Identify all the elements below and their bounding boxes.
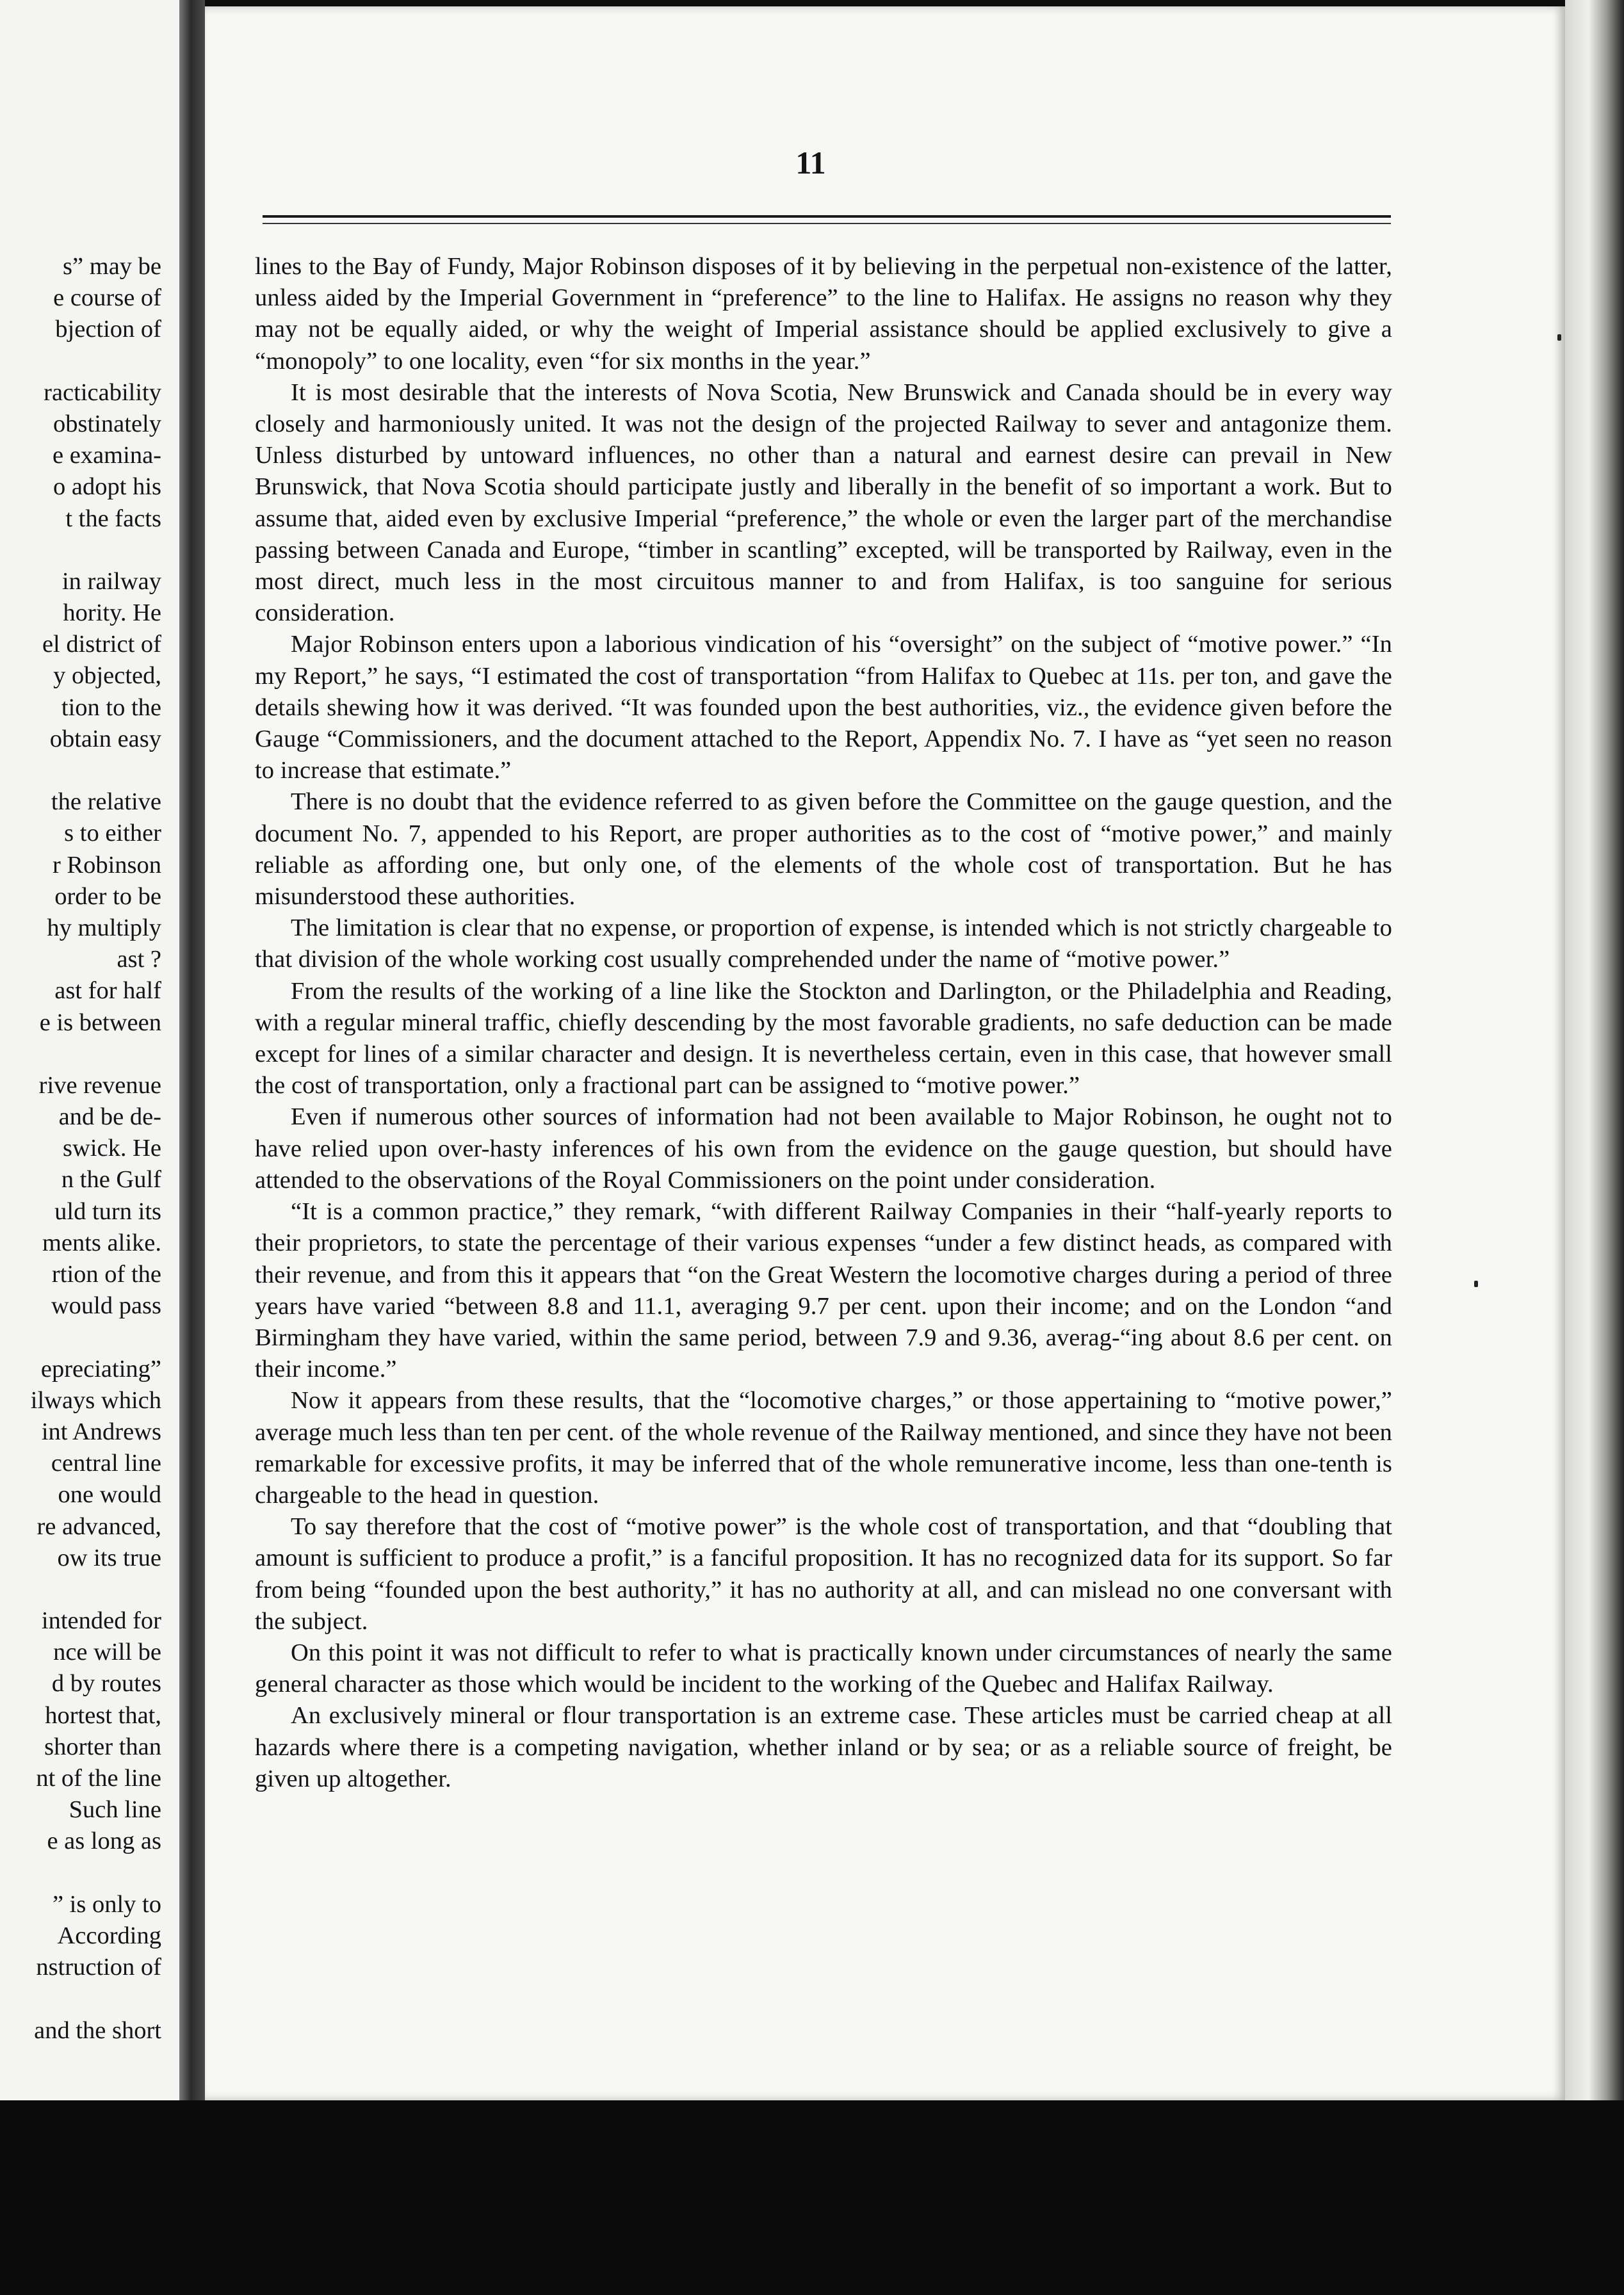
facing-page-line: order to be — [54, 882, 161, 910]
facing-page-line: d by routes — [51, 1670, 161, 1698]
facing-page-line: and be de- — [58, 1103, 161, 1131]
facing-page-line: s to either — [64, 820, 161, 847]
facing-page-line: hy multiply — [47, 914, 161, 941]
facing-page-line — [0, 1322, 161, 1353]
facing-page-line: y objected, — [53, 662, 161, 690]
facing-page-line: and the short — [34, 2016, 161, 2044]
paragraph: The limitation is clear that no expense, or proportion of expense, is intended which is not strictly chargeable to that division of the whole working cost usually comprehended under the name of “motive power.” — [255, 914, 1392, 973]
facing-page-line — [0, 346, 161, 377]
paragraph: To say therefore that the cost of “motive power” is the whole cost of transportation, and that “doubling that amount is sufficient to produce a profit,” is a fanciful proposition. It has no recognized data for its support. So far from being “founded upon the best authority,” it has no authority at all, and can mislead no one conversant with the subject. — [255, 1513, 1392, 1635]
facing-page-line: t the facts — [65, 505, 161, 532]
facing-page-line: e course of — [53, 284, 161, 312]
facing-page-line — [0, 1039, 161, 1070]
facing-page-line: ast for half — [54, 977, 161, 1005]
facing-page-line: shorter than — [44, 1733, 161, 1760]
paragraph: Major Robinson enters upon a laborious vindication of his “oversight” on the subject of “motive power.” “In my Report,” he says, “I estimated the cost of transportation “from Halifax to Quebec at 11s. per ton, and gave the details shewing how it was derived. “It was founded upon the best authorities, viz., the evidence given before the Gauge “Commissioners, and the document attached to the Report, Appendix No. 7. I have as “yet seen no reason to increase that estimate.” — [255, 631, 1392, 784]
facing-page-line: ments alike. — [42, 1229, 161, 1256]
facing-page-line: n the Gulf — [61, 1166, 161, 1194]
facing-page-line: ” is only to — [52, 1890, 161, 1918]
paragraph: Even if numerous other sources of information had not been available to Major Robinson, he ought not to have relied upon over-hasty inferences of his own from the evidence on the gauge question, but should have attended to the observations of the Royal Commissioners on the point under consideration. — [255, 1103, 1392, 1194]
facing-page-line: o adopt his — [53, 473, 161, 501]
facing-page-line: ilways which — [30, 1386, 161, 1414]
facing-page-line: bjection of — [55, 316, 161, 343]
facing-page-line — [0, 755, 161, 786]
facing-page-line: hority. He — [63, 599, 161, 627]
paragraph: lines to the Bay of Fundy, Major Robinson disposes of it by believing in the perpetual non-existence of the latter, unless aided by the Imperial Government in “preference” to the line to Halifax. He assigns no reason why they may not be equally aided, or why the weight of Imperial assistance should be applied exclusively to give a “monopoly” to one locality, even “for six months in the year.” — [255, 253, 1392, 375]
facing-page-line: swick. He — [63, 1135, 161, 1162]
paragraph: There is no doubt that the evidence referred to as given before the Committee on the gauge question, and the document No. 7, appended to his Report, are proper authorities as to the cost of “motive power,” and mainly reliable as affording one, but only one, of the elements of the whole cost of transportation. But he has misunderstood these authorities. — [255, 788, 1392, 911]
facing-page-line — [0, 1574, 161, 1605]
facing-page-line: in railway — [61, 567, 161, 595]
paragraph: On this point it was not difficult to refer to what is practically known under circumstances of nearly the same general character as those which would be incident to the working of the Quebec and Halifax Railway. — [255, 1639, 1392, 1698]
facing-page-line: el district of — [42, 631, 161, 658]
scan-background — [0, 2100, 1624, 2295]
facing-page-line: r Robinson — [52, 851, 161, 879]
facing-page-line: uld turn its — [54, 1197, 161, 1225]
facing-page-line — [0, 535, 161, 566]
paragraph: Now it appears from these results, that the “locomotive charges,” or those appertaining to “motive power,” average much less than ten per cent. of the whole revenue of the Railway mentioned, and since they have not been remarkable for excessive profits, it may be inferred that of the whole remunerative income, less than one-tenth is chargeable to the head in question. — [255, 1387, 1392, 1509]
page-number: 11 — [795, 145, 826, 181]
scan-speck — [1557, 334, 1561, 341]
facing-page-line: intended for — [41, 1607, 161, 1635]
facing-page-line: e as long as — [47, 1828, 161, 1855]
facing-page-line — [0, 1983, 161, 2015]
facing-page-line: rive revenue — [38, 1071, 161, 1099]
facing-page-line: would pass — [51, 1292, 161, 1320]
paragraph: “It is a common practice,” they remark, “with different Railway Companies in their “half-yearly reports to their proprietors, to state the percentage of their various expenses “under a few distinct heads, as compared with their revenue, and from this it appears that “on the Great Western the locomotive charges during a period of three years have varied “between 8.8 and 11.1, averaging 9.7 per cent. upon their income; and on the London “and Birmingham they have varied, within the same period, between 7.9 and 9.36, averag-“ing about 8.6 per cent. on their income.” — [255, 1198, 1392, 1383]
facing-page-line: ow its true — [57, 1544, 161, 1571]
facing-page-line: int Andrews — [41, 1418, 161, 1445]
facing-page-line: nstruction of — [36, 1954, 161, 1981]
header-rule-thin — [263, 223, 1391, 224]
facing-page-line: According — [57, 1922, 161, 1949]
facing-page-line: central line — [51, 1450, 161, 1477]
facing-page-text — [0, 251, 161, 2047]
facing-page-line: obtain easy — [49, 725, 161, 752]
facing-page-line — [0, 1858, 161, 1889]
facing-page-line: nce will be — [53, 1639, 161, 1666]
book-gutter — [179, 0, 205, 2100]
facing-page-line: s” may be — [63, 253, 161, 280]
paragraph: It is most desirable that the interests of Nova Scotia, New Brunswick and Canada should be in every way closely and harmoniously united. It was not the design of the projected Railway to sever and antagonize them. Unless disturbed by untoward influences, no other than a natural and earnest desire can prevail in New Brunswick, that Nova Scotia should participate justly and liberally in the benefit of so important a work. But to assume that, aided even by exclusive Imperial “preference,” the whole or even the larger part of the merchandise passing between Canada and Europe, “timber in scantling” excepted, will be transported by Railway, even in the most direct, much less in the most circuitous manner to and from Halifax, is too sanguine for serious consideration. — [255, 378, 1392, 627]
facing-page-line: tion to the — [61, 693, 161, 721]
facing-page-line: Such line — [69, 1796, 161, 1824]
page-edge — [1565, 0, 1624, 2113]
facing-page-line: rtion of the — [51, 1261, 161, 1288]
facing-page-line: e is between — [39, 1009, 161, 1036]
facing-page-line: epreciating” — [40, 1355, 161, 1383]
paragraph: From the results of the working of a line like the Stockton and Darlington, or the Philadelphia and Reading, with a regular mineral traffic, chiefly descending by the most favorable gradients, no safe deduction can be made except for lines of a similar character and design. It is nevertheless certain, even in this case, that however small the cost of transportation, only a fractional part can be assigned to “motive power.” — [255, 977, 1392, 1099]
facing-page-line: the relative — [51, 788, 161, 816]
facing-page-line: obstinately — [53, 410, 161, 437]
facing-page-line: one would — [58, 1481, 161, 1509]
facing-page-line: re advanced, — [37, 1512, 161, 1540]
facing-page-line: hortest that, — [45, 1701, 161, 1729]
facing-page — [0, 0, 197, 2100]
facing-page-line: e examina- — [53, 442, 161, 469]
body-text — [255, 251, 1392, 1795]
paragraph: An exclusively mineral or flour transportation is an extreme case. These articles must be carried cheap at all hazards where there is a competing navigation, whether inland or by sea; or as a reliable source of freight, be given up altogether. — [255, 1702, 1392, 1792]
scan-speck — [1474, 1281, 1478, 1287]
facing-page-line: racticability — [44, 378, 161, 406]
facing-page-line: nt of the line — [36, 1765, 161, 1792]
facing-page-line: ast ? — [117, 946, 161, 973]
header-rule — [263, 215, 1391, 218]
